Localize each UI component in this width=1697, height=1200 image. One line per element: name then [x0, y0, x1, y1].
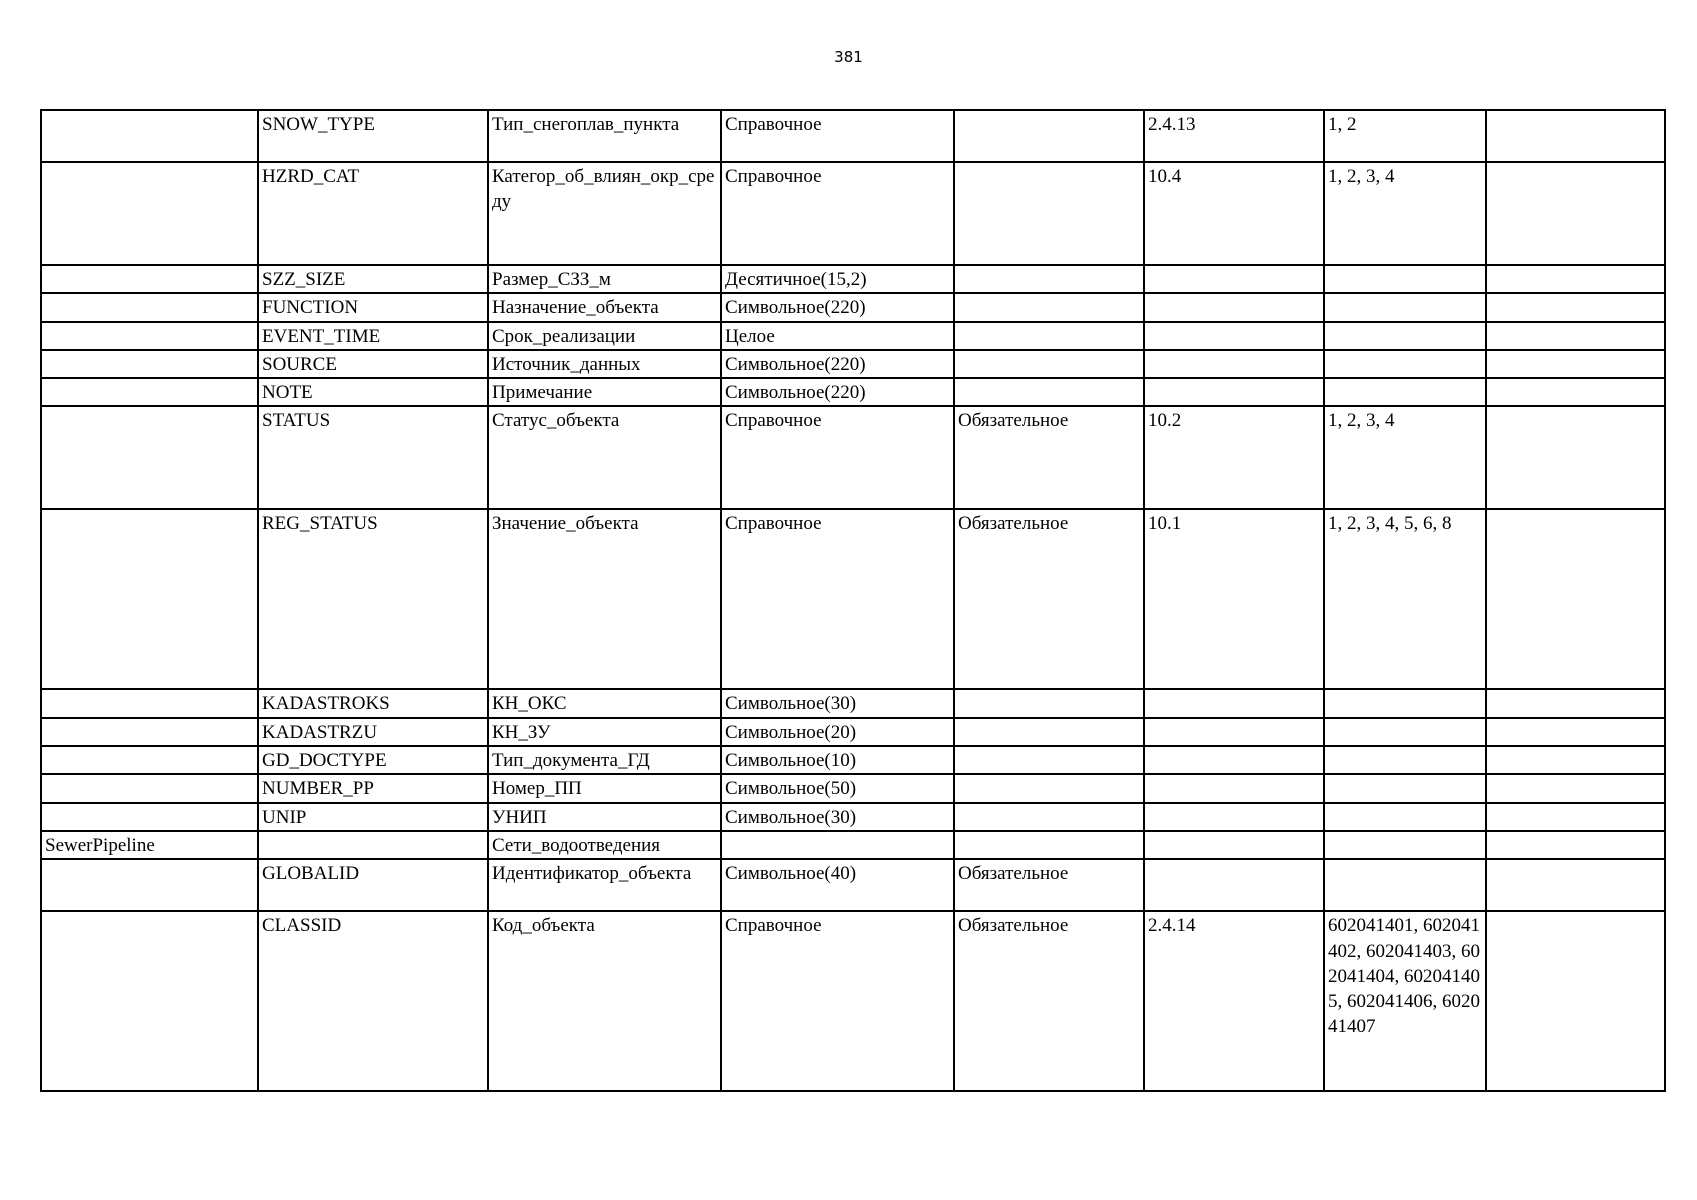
note-cell: [1486, 509, 1665, 689]
field-alias-cell: Значение_объекта: [488, 509, 721, 689]
layer-name-cell: [41, 162, 258, 265]
reference-cell: 2.4.14: [1144, 911, 1324, 1091]
field-name-cell: [258, 831, 488, 859]
table-row: [41, 859, 1665, 911]
table-row: [41, 746, 1665, 774]
table-row: [41, 322, 1665, 350]
values-cell: [1324, 265, 1486, 293]
field-name-cell: GLOBALID: [258, 859, 488, 911]
table-row: [41, 378, 1665, 406]
note-cell: [1486, 406, 1665, 509]
layer-name-cell: [41, 322, 258, 350]
field-name-cell: SZZ_SIZE: [258, 265, 488, 293]
table-row: [41, 265, 1665, 293]
note-cell: [1486, 350, 1665, 378]
required-cell: Обязательное: [954, 406, 1144, 509]
field-name-cell: KADASTROKS: [258, 689, 488, 717]
layer-name-cell: [41, 859, 258, 911]
field-name-cell: GD_DOCTYPE: [258, 746, 488, 774]
values-cell: [1324, 746, 1486, 774]
values-cell: [1324, 718, 1486, 746]
required-cell: [954, 265, 1144, 293]
layer-name-cell: [41, 689, 258, 717]
field-type-cell: Символьное(40): [721, 859, 954, 911]
reference-cell: 10.1: [1144, 509, 1324, 689]
field-alias-cell: Тип_снегоплав_пункта: [488, 110, 721, 162]
note-cell: [1486, 322, 1665, 350]
field-name-cell: STATUS: [258, 406, 488, 509]
field-alias-cell: Идентификатор_объекта: [488, 859, 721, 911]
table-row: [41, 718, 1665, 746]
field-name-cell: NUMBER_PP: [258, 774, 488, 802]
field-alias-cell: Код_объекта: [488, 911, 721, 1091]
values-cell: 1, 2, 3, 4: [1324, 406, 1486, 509]
reference-cell: [1144, 265, 1324, 293]
reference-cell: [1144, 322, 1324, 350]
note-cell: [1486, 718, 1665, 746]
reference-cell: [1144, 378, 1324, 406]
required-cell: [954, 322, 1144, 350]
field-alias-cell: Тип_документа_ГД: [488, 746, 721, 774]
field-type-cell: Символьное(10): [721, 746, 954, 774]
required-cell: [954, 689, 1144, 717]
values-cell: [1324, 322, 1486, 350]
table-row: [41, 110, 1665, 162]
field-alias-cell: Размер_СЗЗ_м: [488, 265, 721, 293]
field-type-cell: Символьное(20): [721, 718, 954, 746]
field-alias-cell: Статус_объекта: [488, 406, 721, 509]
field-name-cell: UNIP: [258, 803, 488, 831]
values-cell: 1, 2: [1324, 110, 1486, 162]
values-cell: [1324, 859, 1486, 911]
required-cell: Обязательное: [954, 509, 1144, 689]
table-row: [41, 162, 1665, 265]
reference-cell: [1144, 293, 1324, 321]
field-name-cell: SNOW_TYPE: [258, 110, 488, 162]
layer-name-cell: [41, 350, 258, 378]
note-cell: [1486, 162, 1665, 265]
field-type-cell: Символьное(50): [721, 774, 954, 802]
field-type-cell: Справочное: [721, 509, 954, 689]
field-alias-cell: Примечание: [488, 378, 721, 406]
field-name-cell: CLASSID: [258, 911, 488, 1091]
note-cell: [1486, 689, 1665, 717]
table-row: [41, 406, 1665, 509]
field-type-cell: Целое: [721, 322, 954, 350]
reference-cell: [1144, 831, 1324, 859]
field-alias-cell: КН_ЗУ: [488, 718, 721, 746]
note-cell: [1486, 265, 1665, 293]
layer-name-cell: [41, 774, 258, 802]
required-cell: [954, 293, 1144, 321]
reference-cell: [1144, 859, 1324, 911]
layer-name-cell: [41, 746, 258, 774]
layer-name-cell: [41, 110, 258, 162]
required-cell: [954, 803, 1144, 831]
note-cell: [1486, 803, 1665, 831]
note-cell: [1486, 911, 1665, 1091]
layer-name-cell: [41, 293, 258, 321]
required-cell: Обязательное: [954, 859, 1144, 911]
note-cell: [1486, 293, 1665, 321]
table-row: [41, 774, 1665, 802]
table-row: [41, 350, 1665, 378]
layer-name-cell: [41, 265, 258, 293]
field-name-cell: NOTE: [258, 378, 488, 406]
layer-name-cell: [41, 406, 258, 509]
field-alias-cell: Номер_ПП: [488, 774, 721, 802]
reference-cell: [1144, 746, 1324, 774]
required-cell: [954, 718, 1144, 746]
note-cell: [1486, 831, 1665, 859]
required-cell: [954, 746, 1144, 774]
table-row: [41, 911, 1665, 1091]
required-cell: [954, 378, 1144, 406]
field-type-cell: Символьное(220): [721, 378, 954, 406]
field-type-cell: Справочное: [721, 162, 954, 265]
required-cell: [954, 831, 1144, 859]
field-type-cell: Справочное: [721, 406, 954, 509]
reference-cell: 10.4: [1144, 162, 1324, 265]
field-type-cell: Символьное(220): [721, 350, 954, 378]
values-cell: [1324, 774, 1486, 802]
field-alias-cell: КН_ОКС: [488, 689, 721, 717]
layer-name-cell: [41, 378, 258, 406]
field-alias-cell: Источник_данных: [488, 350, 721, 378]
field-alias-cell: Категор_об_влиян_окр_среду: [488, 162, 721, 265]
note-cell: [1486, 110, 1665, 162]
required-cell: [954, 110, 1144, 162]
values-cell: [1324, 803, 1486, 831]
required-cell: Обязательное: [954, 911, 1144, 1091]
values-cell: 1, 2, 3, 4, 5, 6, 8: [1324, 509, 1486, 689]
required-cell: [954, 350, 1144, 378]
reference-cell: [1144, 774, 1324, 802]
values-cell: [1324, 378, 1486, 406]
field-name-cell: EVENT_TIME: [258, 322, 488, 350]
field-name-cell: FUNCTION: [258, 293, 488, 321]
field-type-cell: Символьное(220): [721, 293, 954, 321]
layer-name-cell: [41, 911, 258, 1091]
field-alias-cell: УНИП: [488, 803, 721, 831]
note-cell: [1486, 746, 1665, 774]
field-type-cell: Справочное: [721, 911, 954, 1091]
table-row: [41, 509, 1665, 689]
reference-cell: 2.4.13: [1144, 110, 1324, 162]
table-row: [41, 293, 1665, 321]
layer-name-cell: [41, 803, 258, 831]
layer-name-cell: SewerPipeline: [41, 831, 258, 859]
attribute-table: [40, 109, 1666, 1092]
table-row: [41, 689, 1665, 717]
field-name-cell: SOURCE: [258, 350, 488, 378]
field-alias-cell: Срок_реализации: [488, 322, 721, 350]
layer-name-cell: [41, 718, 258, 746]
page-number: 381: [834, 48, 863, 66]
reference-cell: [1144, 689, 1324, 717]
reference-cell: [1144, 803, 1324, 831]
reference-cell: 10.2: [1144, 406, 1324, 509]
required-cell: [954, 774, 1144, 802]
note-cell: [1486, 859, 1665, 911]
values-cell: [1324, 350, 1486, 378]
field-alias-cell: Назначение_объекта: [488, 293, 721, 321]
values-cell: [1324, 831, 1486, 859]
values-cell: 1, 2, 3, 4: [1324, 162, 1486, 265]
note-cell: [1486, 774, 1665, 802]
values-cell: [1324, 293, 1486, 321]
field-type-cell: Справочное: [721, 110, 954, 162]
reference-cell: [1144, 350, 1324, 378]
layer-name-cell: [41, 509, 258, 689]
field-name-cell: REG_STATUS: [258, 509, 488, 689]
required-cell: [954, 162, 1144, 265]
field-name-cell: HZRD_CAT: [258, 162, 488, 265]
values-cell: 602041401, 602041402, 602041403, 602041404, 602041405, 602041406, 602041407: [1324, 911, 1486, 1091]
reference-cell: [1144, 718, 1324, 746]
values-cell: [1324, 689, 1486, 717]
field-alias-cell: Сети_водоотведения: [488, 831, 721, 859]
field-name-cell: KADASTRZU: [258, 718, 488, 746]
field-type-cell: Десятичное(15,2): [721, 265, 954, 293]
table-row: [41, 803, 1665, 831]
note-cell: [1486, 378, 1665, 406]
field-type-cell: [721, 831, 954, 859]
field-type-cell: Символьное(30): [721, 689, 954, 717]
field-type-cell: Символьное(30): [721, 803, 954, 831]
table-row: [41, 831, 1665, 859]
